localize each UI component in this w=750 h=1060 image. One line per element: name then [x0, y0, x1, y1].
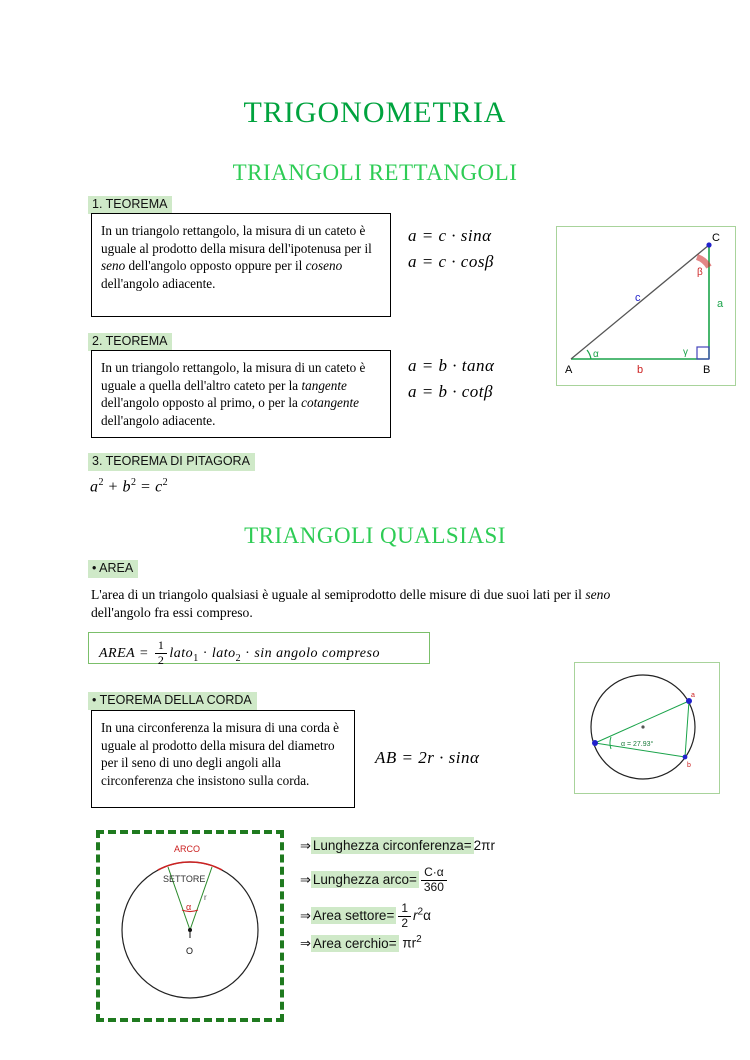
svg-text:a: a [691, 692, 695, 699]
list-item-circumference [300, 838, 495, 854]
area-dot-1: · [202, 645, 208, 661]
area-dot-2: · [245, 645, 251, 661]
list-item-arc-length [300, 866, 449, 895]
circle-area-label: Area cerchio= [312, 935, 397, 951]
theorem-2-emph-tangente: tangente [301, 377, 347, 393]
section-title-triangoli-rettangoli: TRIANGOLI RETTANGOLI [232, 160, 518, 185]
area-lato-2: lato [211, 645, 236, 661]
arc-frac-numerator: C·α [424, 865, 444, 879]
theorem-1-formula-1: a = c · sinα [408, 226, 492, 245]
chord-theorem-text: In una circonferenza la misura di una corda è uguale al prodotto della misura del diametro per il seno di uno degli angoli alla circonferenza che insistono sulla corda. [101, 720, 339, 788]
arrow-icon-2: ⇒ [300, 871, 311, 887]
theorem-2-formula-2: a = b · cotβ [408, 382, 493, 401]
pyth-c: c [155, 478, 163, 496]
heading-teorema-2: 2. TEOREMA [88, 333, 172, 351]
arc-length-label: Lunghezza arco= [312, 871, 417, 887]
svg-text:b: b [687, 762, 691, 769]
sector-frac-numerator: 1 [401, 901, 409, 915]
circle-area-exponent: 2 [416, 934, 422, 945]
pyth-exp-1: 2 [98, 477, 104, 488]
arc-length-fraction [421, 866, 447, 895]
sector-frac-denominator: 2 [398, 916, 411, 931]
theorem-2-emph-cotangente: cotangente [301, 395, 360, 410]
area-frac-numerator: 1 [157, 638, 165, 652]
radius-label: r [204, 893, 207, 902]
area-formula-box [88, 632, 430, 667]
chord-theorem-box [91, 710, 355, 808]
svg-text:a: a [717, 298, 724, 310]
theorem-1-text-part-1: In un triangolo rettangolo, la misura di un cateto è uguale al prodotto della misura dell'ipotenusa per il [101, 223, 372, 256]
area-lato-2-sub: 2 [235, 652, 242, 664]
sector-area-fraction [398, 902, 411, 931]
area-formula-label: AREA = [99, 645, 149, 661]
arrow-icon-1: ⇒ [300, 838, 311, 853]
area-formula-tail: sin angolo compreso [254, 645, 380, 661]
theorem-2-text-part-2: dell'angolo opposto al primo, o per la [101, 395, 302, 410]
theorem-1-text-part-2: dell'angolo opposto oppure per il [125, 258, 306, 273]
chord-angle-label: α = 27.93° [621, 741, 654, 748]
theorem-1-emph-coseno: coseno [305, 258, 343, 273]
theorem-2-box [91, 350, 391, 438]
theorem-2-text-part-3: dell'angolo adiacente. [101, 412, 216, 428]
section-title-triangoli-qualsiasi: TRIANGOLI QUALSIASI [244, 523, 506, 548]
arc-label: ARCO [174, 844, 201, 854]
svg-text:β: β [697, 267, 703, 278]
pythagoras-formula [90, 477, 168, 496]
sector-label: SETTORE [163, 874, 206, 884]
svg-text:C: C [712, 232, 720, 244]
arrow-icon-4: ⇒ [300, 935, 311, 951]
svg-text:B: B [703, 364, 711, 376]
theorem-2-formula-1: a = b · tanα [408, 356, 495, 375]
sector-area-tail: α [423, 907, 431, 923]
area-formula-fraction [155, 639, 168, 668]
list-item-sector-area [300, 902, 431, 931]
chord-circle-svg [575, 663, 719, 793]
area-lato-1-sub: 1 [193, 652, 199, 664]
circle-area-value: πr [402, 935, 417, 951]
sector-area-label: Area settore= [312, 907, 395, 923]
area-paragraph-part-2: dell'angolo fra essi compreso. [91, 605, 253, 620]
figure-chord-circle [574, 662, 720, 794]
svg-text:c: c [635, 292, 641, 304]
area-lato-1: lato [169, 645, 194, 661]
arc-frac-denominator: 360 [421, 880, 447, 895]
sector-arc-svg [100, 834, 280, 1018]
heading-teorema-corda: • TEOREMA DELLA CORDA [88, 692, 257, 710]
svg-text:b: b [637, 364, 644, 376]
pyth-plus: + [108, 478, 119, 496]
sector-area-var: r [413, 907, 418, 923]
heading-area: • AREA [88, 560, 138, 578]
theorem-1-formula-2: a = c · cosβ [408, 252, 494, 271]
figure-right-triangle [556, 226, 736, 386]
area-paragraph-part-1: L'area di un triangolo qualsiasi è uguale al semiprodotto delle misure di due suoi lati per il [91, 587, 586, 602]
theorem-1-box [91, 213, 391, 317]
page-title: TRIGONOMETRIA [243, 96, 507, 129]
svg-text:γ: γ [683, 347, 688, 358]
pyth-exp-3: 2 [162, 477, 169, 488]
pyth-a: a [90, 478, 99, 496]
svg-text:α: α [593, 349, 599, 360]
circumference-value: 2πr [473, 838, 495, 853]
theorem-2-text-part-1: In un triangolo rettangolo, la misura di un cateto è uguale a quella dell'altro cateto per la [101, 360, 366, 393]
list-item-circle-area [300, 934, 422, 952]
sector-area-exponent: 2 [417, 906, 424, 918]
theorem-1-text-part-3: dell'angolo adiacente. [101, 275, 216, 291]
center-label: O [186, 946, 194, 956]
arrow-icon-3: ⇒ [300, 907, 311, 923]
chord-formula: AB = 2r · sinα [375, 748, 480, 767]
right-triangle-svg [557, 227, 735, 385]
heading-teorema-1: 1. TEOREMA [88, 196, 172, 214]
svg-text:A: A [565, 364, 573, 376]
circumference-label: Lunghezza circonferenza= [312, 838, 472, 853]
theorem-1-emph-seno: seno [101, 258, 126, 273]
pyth-b: b [122, 478, 132, 496]
pyth-equals: = [141, 478, 151, 496]
sector-angle-label: α [186, 902, 192, 912]
figure-sector-arc [96, 830, 284, 1022]
area-frac-denominator: 2 [155, 653, 168, 668]
area-formula [99, 638, 380, 667]
area-paragraph-emph-seno: seno [585, 587, 611, 602]
area-paragraph [91, 586, 671, 622]
pyth-exp-2: 2 [131, 477, 137, 488]
heading-teorema-pitagora: 3. TEOREMA DI PITAGORA [88, 453, 255, 471]
